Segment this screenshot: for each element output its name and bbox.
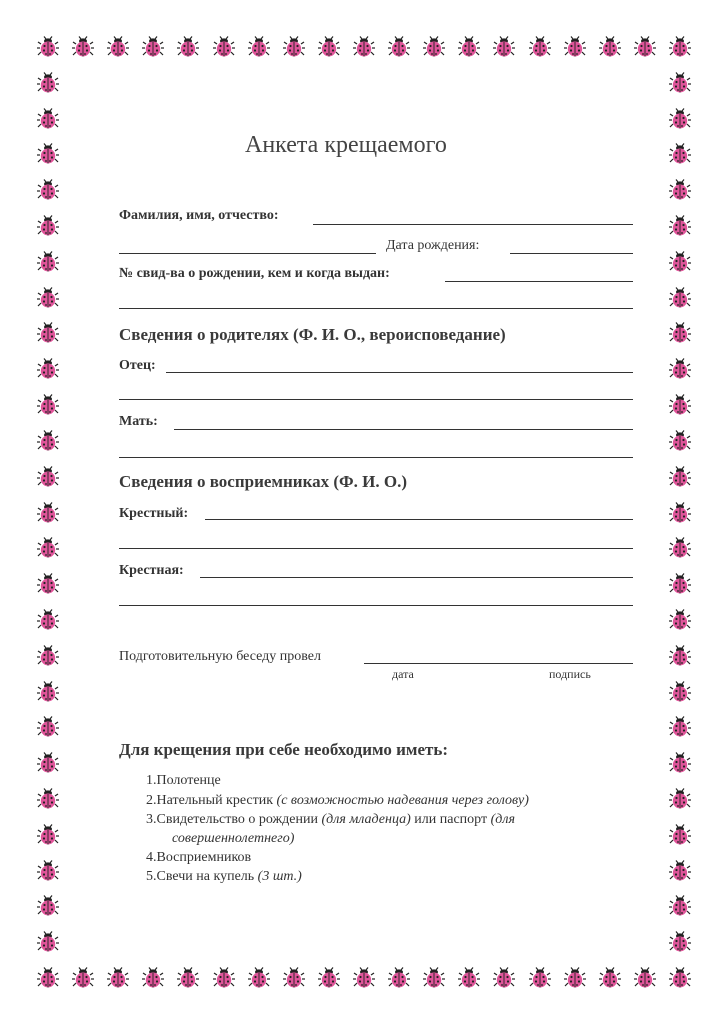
birth-date-line[interactable] xyxy=(510,253,633,254)
ladybug-icon xyxy=(142,36,164,58)
ladybug-icon xyxy=(37,502,59,524)
fio-line-2[interactable] xyxy=(119,253,376,254)
ladybug-icon xyxy=(423,36,445,58)
ladybug-icon xyxy=(353,967,375,989)
ladybug-icon xyxy=(248,967,270,989)
ladybug-icon xyxy=(458,967,480,989)
godmother-line[interactable] xyxy=(200,577,633,578)
ladybug-icon xyxy=(669,358,691,380)
ladybug-icon xyxy=(37,179,59,201)
ladybug-icon xyxy=(669,931,691,953)
list-item: 1.Полотенце xyxy=(146,773,221,788)
ladybug-icon xyxy=(37,394,59,416)
ladybug-icon xyxy=(37,251,59,273)
father-label: Отец: xyxy=(119,358,156,373)
ladybug-icon xyxy=(213,36,235,58)
ladybug-icon xyxy=(37,466,59,488)
ladybug-icon xyxy=(458,36,480,58)
ladybug-icon xyxy=(37,36,59,58)
fio-line[interactable] xyxy=(313,224,633,225)
ladybug-icon xyxy=(669,430,691,452)
certificate-line[interactable] xyxy=(445,281,633,282)
ladybug-icon xyxy=(177,967,199,989)
ladybug-icon xyxy=(669,394,691,416)
ladybug-icon xyxy=(37,322,59,344)
certificate-line-2[interactable] xyxy=(119,308,633,309)
ladybug-icon xyxy=(37,645,59,667)
ladybug-icon xyxy=(37,430,59,452)
ladybug-icon xyxy=(37,716,59,738)
ladybug-icon xyxy=(669,537,691,559)
birth-date-label: Дата рождения: xyxy=(386,238,480,253)
conversation-line[interactable] xyxy=(364,663,633,664)
list-item: 5.Свечи на купель (3 шт.) xyxy=(146,869,302,884)
ladybug-icon xyxy=(213,967,235,989)
ladybug-icon xyxy=(37,573,59,595)
ladybug-icon xyxy=(283,967,305,989)
certificate-label: № свид-ва о рождении, кем и когда выдан: xyxy=(119,266,390,281)
list-item: 2.Нательный крестик (с возможностью надевания через голову) xyxy=(146,793,529,808)
ladybug-icon xyxy=(37,215,59,237)
ladybug-icon xyxy=(669,824,691,846)
ladybug-icon xyxy=(564,36,586,58)
conversation-label: Подготовительную беседу провел xyxy=(119,649,321,664)
ladybug-icon xyxy=(37,143,59,165)
ladybug-icon xyxy=(669,681,691,703)
ladybug-icon xyxy=(669,108,691,130)
mother-label: Мать: xyxy=(119,414,158,429)
ladybug-icon xyxy=(634,36,656,58)
godfather-line[interactable] xyxy=(205,519,633,520)
ladybug-icon xyxy=(37,609,59,631)
ladybug-icon xyxy=(283,36,305,58)
ladybug-icon xyxy=(599,967,621,989)
ladybug-icon xyxy=(37,860,59,882)
ladybug-icon xyxy=(37,287,59,309)
ladybug-icon xyxy=(669,143,691,165)
godparents-heading: Сведения о восприемниках (Ф. И. О.) xyxy=(119,472,407,491)
date-caption: дата xyxy=(392,667,414,681)
ladybug-icon xyxy=(669,895,691,917)
fio-label: Фамилия, имя, отчество: xyxy=(119,208,279,223)
godmother-line-2[interactable] xyxy=(119,605,633,606)
ladybug-icon xyxy=(388,967,410,989)
list-item-continuation: совершеннолетнего) xyxy=(172,831,295,846)
ladybug-icon xyxy=(37,681,59,703)
ladybug-icon xyxy=(669,251,691,273)
ladybug-icon xyxy=(353,36,375,58)
requirements-heading: Для крещения при себе необходимо иметь: xyxy=(119,740,449,759)
ladybug-icon xyxy=(37,358,59,380)
ladybug-icon xyxy=(318,36,340,58)
signature-caption: подпись xyxy=(549,667,591,681)
ladybug-icon xyxy=(669,215,691,237)
godmother-label: Крестная: xyxy=(119,563,184,578)
ladybug-icon xyxy=(37,72,59,94)
ladybug-icon xyxy=(318,967,340,989)
ladybug-icon xyxy=(37,537,59,559)
page-title: Анкета крещаемого xyxy=(245,132,447,158)
list-item: 3.Свидетельство о рождении (для младенца) или паспорт (для xyxy=(146,812,515,827)
list-item: 4.Восприемников xyxy=(146,850,252,865)
ladybug-icon xyxy=(669,788,691,810)
ladybug-icon xyxy=(37,788,59,810)
ladybug-icon xyxy=(669,609,691,631)
ladybug-icon xyxy=(107,967,129,989)
ladybug-icon xyxy=(493,967,515,989)
ladybug-icon xyxy=(669,967,691,989)
ladybug-icon xyxy=(37,931,59,953)
ladybug-icon xyxy=(669,287,691,309)
mother-line-2[interactable] xyxy=(119,457,633,458)
ladybug-icon xyxy=(37,895,59,917)
father-line[interactable] xyxy=(166,372,633,373)
ladybug-icon xyxy=(634,967,656,989)
ladybug-icon xyxy=(493,36,515,58)
ladybug-icon xyxy=(599,36,621,58)
ladybug-icon xyxy=(669,36,691,58)
ladybug-icon xyxy=(669,716,691,738)
ladybug-icon xyxy=(669,466,691,488)
ladybug-icon xyxy=(37,824,59,846)
ladybug-icon xyxy=(177,36,199,58)
ladybug-icon xyxy=(37,108,59,130)
ladybug-icon xyxy=(669,502,691,524)
ladybug-icon xyxy=(248,36,270,58)
ladybug-icon xyxy=(423,967,445,989)
ladybug-icon xyxy=(388,36,410,58)
godfather-line-2[interactable] xyxy=(119,548,633,549)
ladybug-icon xyxy=(107,36,129,58)
ladybug-icon xyxy=(529,36,551,58)
ladybug-icon xyxy=(142,967,164,989)
ladybug-icon xyxy=(669,573,691,595)
ladybug-icon xyxy=(37,967,59,989)
parents-heading: Сведения о родителях (Ф. И. О., вероисповедание) xyxy=(119,325,506,344)
godfather-label: Крестный: xyxy=(119,506,189,521)
ladybug-icon xyxy=(669,645,691,667)
mother-line[interactable] xyxy=(174,429,633,430)
ladybug-icon xyxy=(72,967,94,989)
ladybug-icon xyxy=(564,967,586,989)
ladybug-icon xyxy=(72,36,94,58)
ladybug-icon xyxy=(669,860,691,882)
ladybug-icon xyxy=(669,322,691,344)
ladybug-icon xyxy=(669,72,691,94)
ladybug-icon xyxy=(669,752,691,774)
ladybug-icon xyxy=(669,179,691,201)
ladybug-icon xyxy=(37,752,59,774)
ladybug-icon xyxy=(529,967,551,989)
father-line-2[interactable] xyxy=(119,399,633,400)
